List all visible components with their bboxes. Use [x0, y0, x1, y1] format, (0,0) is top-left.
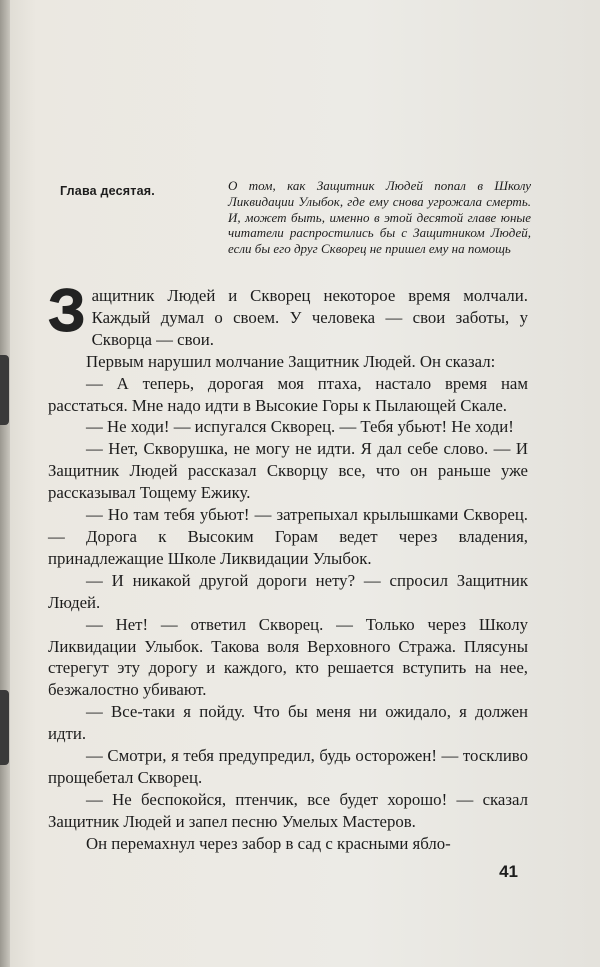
binding-thread-mark	[0, 690, 9, 765]
paragraph: Он перемахнул через забор в сад с красными ябло-	[86, 833, 451, 853]
chapter-epigraph: О том, как Защитник Людей попал в Школу Ликвидации Улыбок, где ему снова угрожала смерть. И, может быть, именно в этой десятой главе юные читатели распростились бы с Защитником Людей, если бы его друг Скворец не пришел ему на помощь	[228, 178, 531, 257]
paragraph: — Смотри, я тебя предупредил, будь осторожен! — тоскливо прощебетал Скворец.	[48, 746, 528, 787]
paragraph: — Все-таки я пойду. Что бы меня ни ожидало, я должен идти.	[48, 702, 528, 744]
paragraph: — Но там тебя убьют! — затрепыхал крылышками Скворец. — Дорога к Высоким Горам ведет через владения, принадлежащие Школе Ликвидации Улыбок.	[48, 505, 528, 568]
paragraph: — Нет! — ответил Скворец. — Только через Школу Ликвидации Улыбок. Такова воля Верховного Стража. Плясуны стерегут эту дорогу и каждого, кто решается вступить на нее, безжалостно убивают.	[48, 614, 528, 700]
chapter-title: Глава десятая.	[60, 184, 155, 198]
paragraph: Первым нарушил молчание Защитник Людей. Он сказал:	[86, 351, 496, 371]
body-text	[48, 277, 528, 855]
paragraph: — Нет, Скворушка, не могу не идти. Я дал себе слово. — И Защитник Людей рассказал Скворцу все, что он раньше уже рассказывал Тощему Ежику.	[48, 439, 528, 503]
drop-cap-letter: З	[48, 277, 86, 344]
paragraph: — И никакой другой дороги нету? — спросил Защитник Людей.	[48, 570, 528, 612]
page-number: 41	[499, 862, 518, 881]
binding-thread-mark	[0, 355, 9, 425]
paragraph: — А теперь, дорогая моя птаха, настало время нам расстаться. Мне надо идти в Высокие Горы к Пылающей Скале.	[48, 373, 528, 415]
page-binding-edge	[0, 0, 10, 967]
paragraph: ащитник Людей и Скворец некоторое время молчали. Каждый думал о своем. У человека — свои заботы, у Скворца — свои.	[91, 286, 528, 349]
chapter-header	[60, 178, 530, 288]
paragraph: — Не ходи! — испугался Скворец. — Тебя убьют! Не ходи!	[86, 417, 514, 437]
paragraph: — Не беспокойся, птенчик, все будет хорошо! — сказал Защитник Людей и запел песню Умелых Мастеров.	[48, 789, 528, 831]
